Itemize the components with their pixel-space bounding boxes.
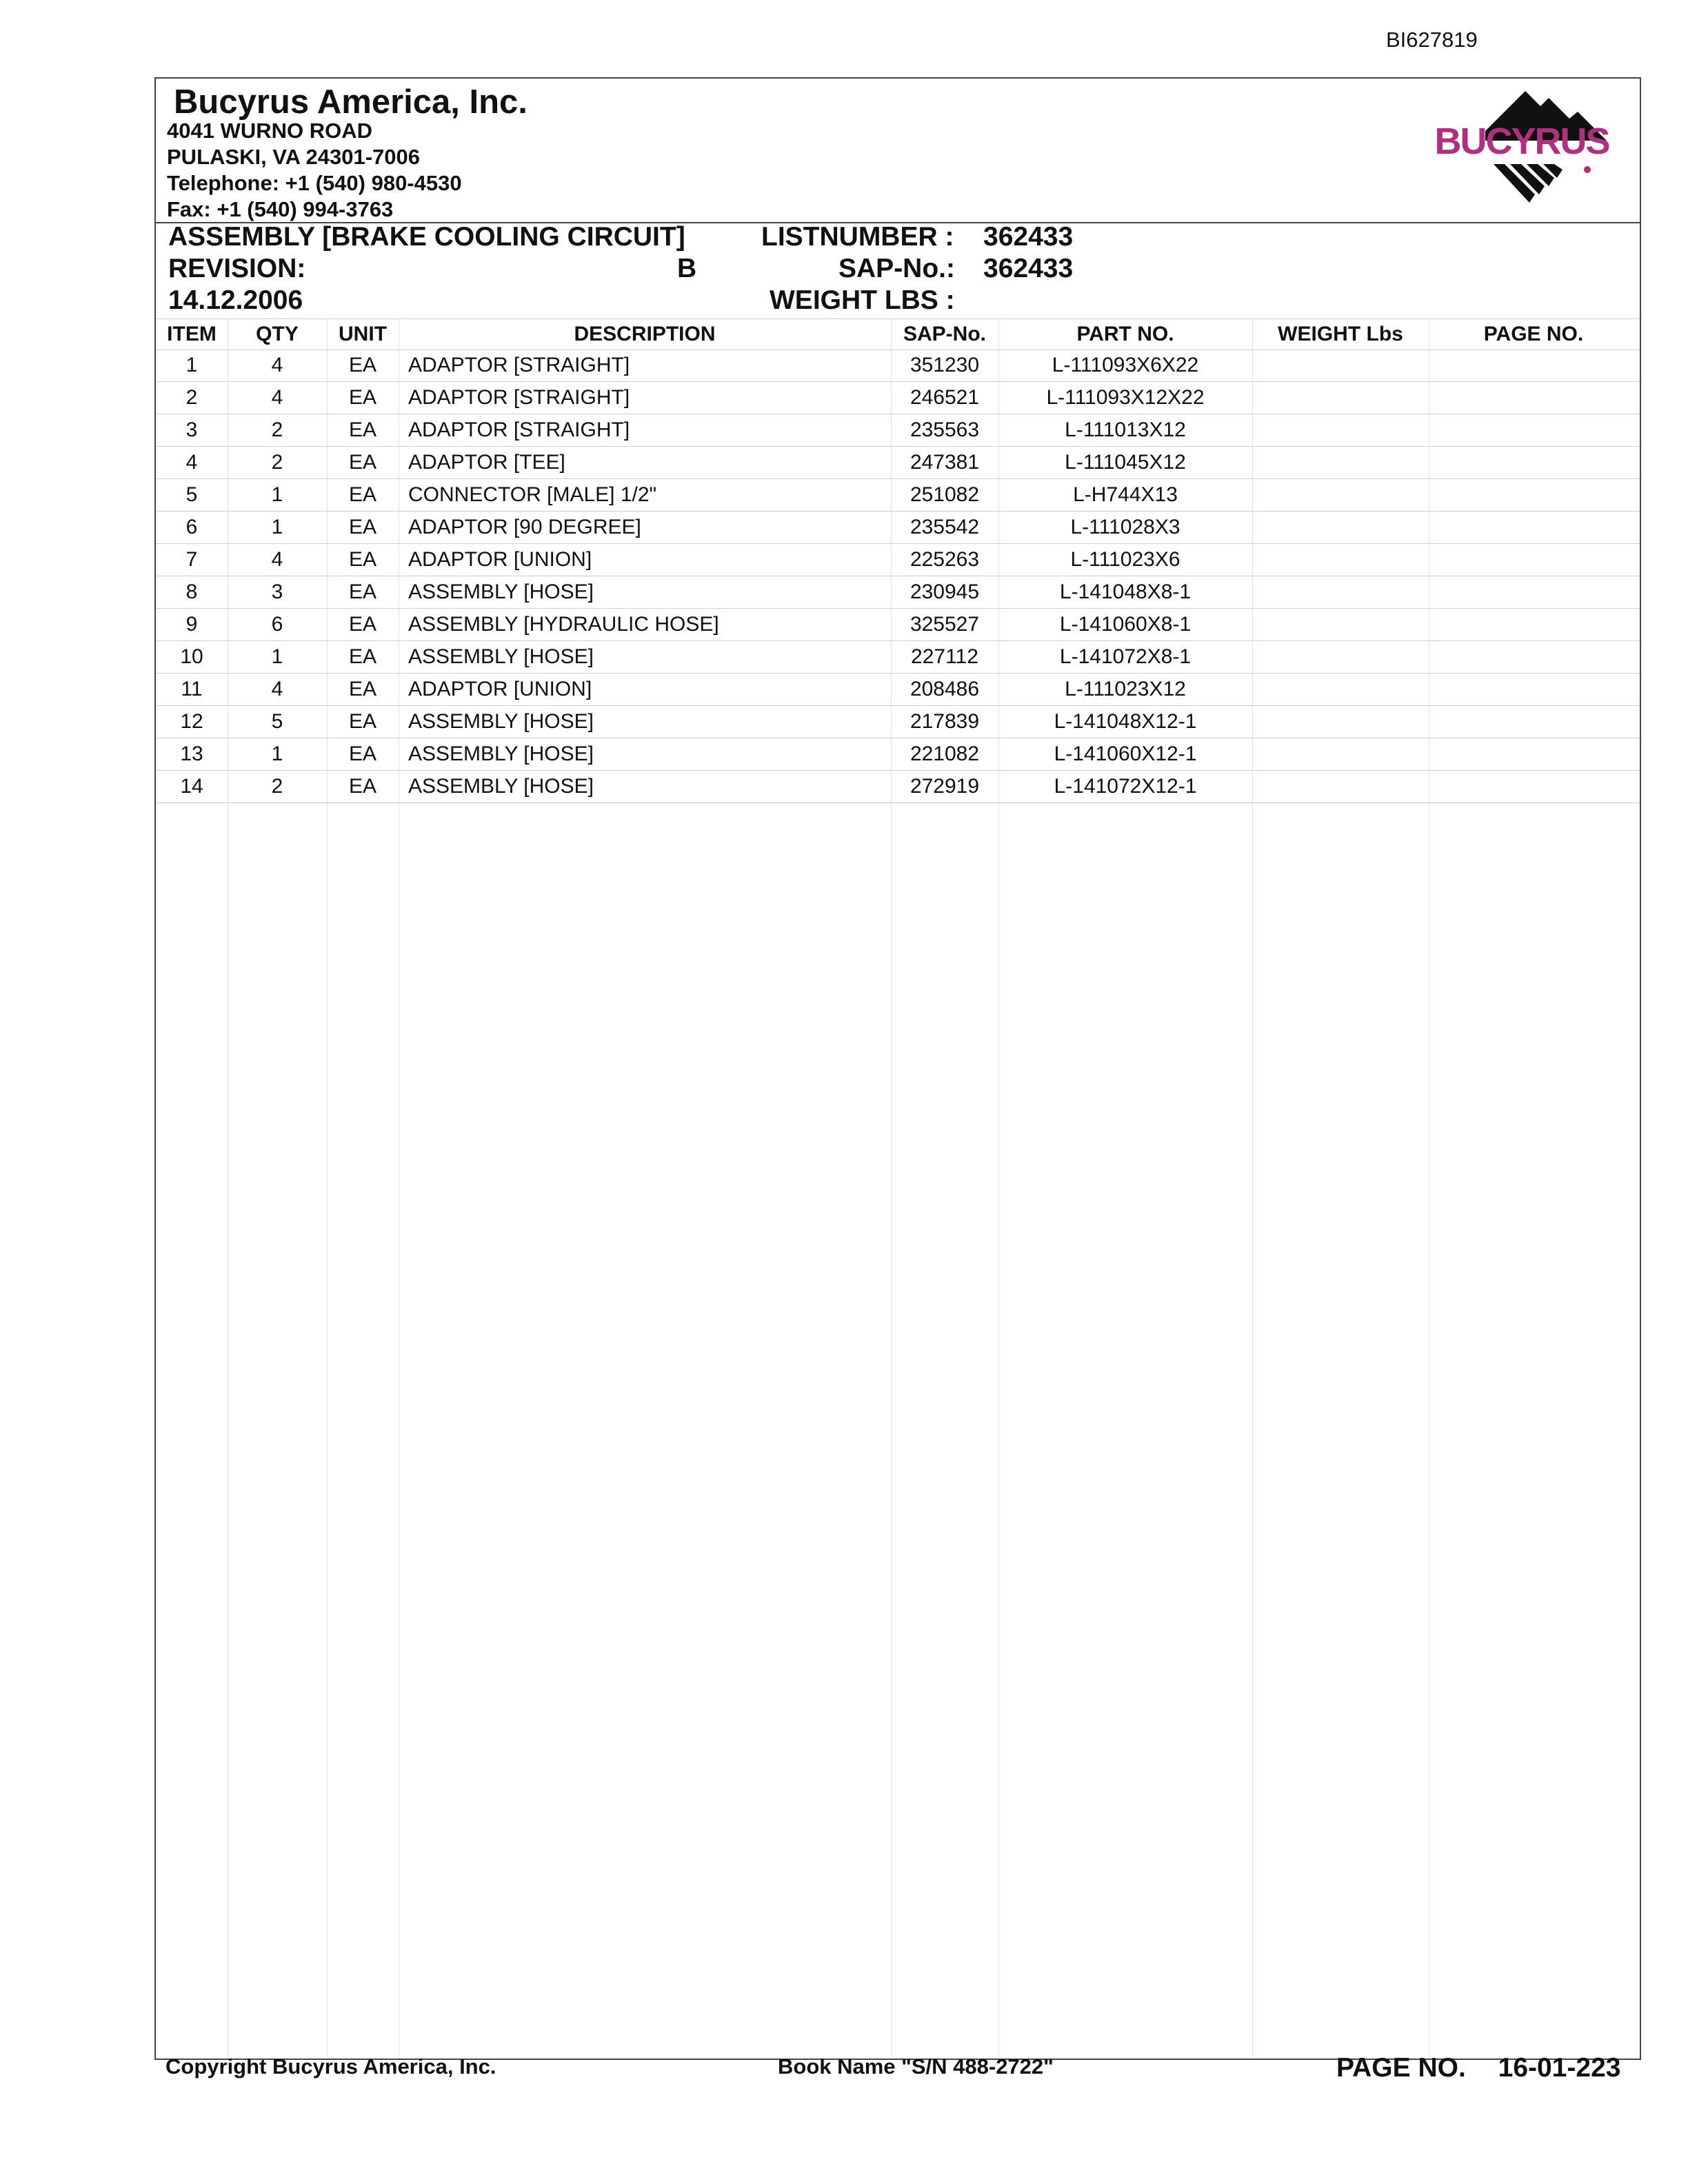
cell-qty: 5 (271, 710, 283, 733)
table-row (156, 673, 1640, 706)
cell-description: ADAPTOR [TEE] (408, 451, 565, 474)
cell-description: ASSEMBLY [HOSE] (408, 580, 594, 603)
header-sap-no: SAP-No. (903, 323, 986, 345)
bucyrus-logo (1422, 88, 1622, 216)
table-row (156, 738, 1640, 771)
cell-sap-no: 247381 (910, 451, 980, 474)
cell-unit: EA (348, 613, 377, 636)
cell-unit: EA (348, 451, 377, 474)
table-row (156, 446, 1640, 479)
sap-value: 362433 (983, 254, 1074, 283)
table-row (156, 543, 1640, 576)
header-description: DESCRIPTION (574, 323, 716, 345)
cell-sap-no: 251082 (910, 483, 980, 506)
cell-part-no: L-141048X8-1 (1059, 580, 1192, 603)
cell-item: 12 (180, 710, 203, 733)
table-row (156, 381, 1640, 414)
cell-sap-no: 325527 (910, 613, 980, 636)
logo-wordmark: BUCYRUS (1434, 121, 1609, 162)
cell-description: ADAPTOR [UNION] (408, 548, 592, 571)
cell-item: 2 (185, 386, 198, 409)
cell-qty: 3 (271, 580, 283, 603)
cell-sap-no: 217839 (910, 710, 980, 733)
cell-unit: EA (348, 775, 377, 798)
page-number (1336, 2053, 1620, 2083)
table-row (156, 608, 1640, 641)
cell-item: 9 (185, 613, 198, 636)
page-number-label: PAGE NO. (1336, 2053, 1466, 2083)
table-row (156, 576, 1640, 609)
revision-value: B (677, 254, 697, 283)
company-address-line1: 4041 WURNO ROAD (167, 119, 372, 143)
cell-description: ASSEMBLY [HOSE] (408, 710, 594, 733)
cell-item: 7 (185, 548, 198, 571)
cell-sap-no: 235563 (910, 418, 980, 441)
cell-item: 8 (185, 580, 198, 603)
cell-part-no: L-141048X12-1 (1054, 710, 1197, 733)
cell-item: 6 (185, 516, 198, 538)
header-item: ITEM (167, 323, 217, 345)
cell-qty: 2 (271, 451, 283, 474)
table-row (156, 478, 1640, 512)
company-header (156, 79, 1640, 223)
cell-item: 1 (185, 354, 198, 376)
cell-part-no: L-141060X12-1 (1054, 742, 1197, 765)
cell-part-no: L-111013X12 (1065, 418, 1186, 441)
cell-description: ASSEMBLY [HOSE] (408, 742, 594, 765)
cell-item: 5 (185, 483, 198, 506)
table-row (156, 349, 1640, 382)
document-id: BI627819 (1386, 28, 1478, 52)
cell-unit: EA (348, 742, 377, 765)
cell-description: ASSEMBLY [HYDRAULIC HOSE] (408, 613, 719, 636)
parts-table (156, 318, 1640, 2057)
cell-part-no: L-111093X6X22 (1052, 354, 1199, 376)
cell-unit: EA (348, 354, 377, 376)
header-qty: QTY (256, 323, 299, 345)
cell-part-no: L-111028X3 (1070, 516, 1180, 538)
cell-item: 11 (181, 678, 203, 700)
cell-item: 14 (180, 775, 203, 798)
cell-unit: EA (348, 645, 377, 668)
cell-part-no: L-111023X6 (1070, 548, 1180, 571)
cell-sap-no: 227112 (911, 645, 978, 668)
cell-unit: EA (348, 418, 377, 441)
cell-sap-no: 246521 (910, 386, 980, 409)
table-row (156, 705, 1640, 738)
cell-qty: 4 (271, 678, 283, 700)
cell-qty: 4 (271, 354, 283, 376)
cell-unit: EA (348, 483, 377, 506)
header-part-no: PART NO. (1076, 323, 1174, 345)
cell-sap-no: 235542 (910, 516, 980, 538)
cell-part-no: L-141060X8-1 (1059, 613, 1192, 636)
listnumber-value: 362433 (983, 222, 1074, 252)
cell-sap-no: 351230 (910, 354, 980, 376)
cell-sap-no: 225263 (910, 548, 980, 571)
cell-qty: 1 (271, 742, 283, 765)
table-row (156, 770, 1640, 803)
page-number-value: 16-01-223 (1498, 2053, 1621, 2083)
table-row (156, 640, 1640, 674)
table-header-row (156, 318, 1640, 350)
cell-part-no: L-141072X8-1 (1059, 645, 1192, 668)
header-weight: WEIGHT Lbs (1278, 323, 1403, 345)
company-name: Bucyrus America, Inc. (174, 83, 528, 121)
cell-description: ADAPTOR [STRAIGHT] (408, 418, 630, 441)
cell-sap-no: 230945 (910, 580, 980, 603)
book-name: Book Name "S/N 488-2722" (778, 2054, 1054, 2079)
cell-item: 13 (180, 742, 203, 765)
cell-qty: 1 (271, 645, 283, 668)
header-unit: UNIT (339, 323, 387, 345)
company-telephone: Telephone: +1 (540) 980-4530 (167, 171, 462, 195)
cell-qty: 6 (271, 613, 283, 636)
cell-item: 10 (180, 645, 203, 668)
cell-unit: EA (348, 678, 377, 700)
cell-qty: 1 (271, 483, 283, 506)
header-page-no: PAGE NO. (1483, 323, 1584, 345)
cell-description: ASSEMBLY [HOSE] (408, 645, 594, 668)
cell-unit: EA (348, 386, 377, 409)
cell-description: ADAPTOR [STRAIGHT] (408, 354, 630, 376)
weight-label: WEIGHT LBS : (770, 285, 955, 315)
cell-qty: 4 (271, 548, 283, 571)
parts-list-frame (154, 77, 1641, 2060)
cell-unit: EA (348, 710, 377, 733)
cell-description: ASSEMBLY [HOSE] (408, 775, 594, 798)
cell-qty: 4 (271, 386, 283, 409)
cell-part-no: L-H744X13 (1073, 483, 1178, 506)
copyright-notice: Copyright Bucyrus America, Inc. (165, 2054, 496, 2079)
cell-description: ADAPTOR [UNION] (408, 678, 592, 700)
cell-qty: 1 (271, 516, 283, 538)
revision-label: REVISION: (168, 254, 306, 283)
cell-description: ADAPTOR [90 DEGREE] (408, 516, 641, 538)
cell-unit: EA (348, 516, 377, 538)
cell-item: 4 (185, 451, 198, 474)
cell-part-no: L-141072X12-1 (1054, 775, 1197, 798)
revision-date: 14.12.2006 (168, 285, 303, 315)
cell-part-no: L-111023X12 (1065, 678, 1186, 700)
company-address-line2: PULASKI, VA 24301-7006 (167, 145, 421, 169)
cell-qty: 2 (271, 775, 283, 798)
cell-unit: EA (348, 580, 377, 603)
cell-sap-no: 208486 (910, 678, 980, 700)
cell-sap-no: 272919 (910, 775, 980, 798)
cell-qty: 2 (271, 418, 283, 441)
cell-part-no: L-111045X12 (1065, 451, 1186, 474)
assembly-title: ASSEMBLY [BRAKE COOLING CIRCUIT] (168, 222, 685, 252)
listnumber-label: LISTNUMBER : (761, 222, 954, 252)
table-row (156, 511, 1640, 544)
cell-unit: EA (348, 548, 377, 571)
company-fax: Fax: +1 (540) 994-3763 (167, 197, 394, 221)
cell-description: ADAPTOR [STRAIGHT] (408, 386, 630, 409)
cell-description: CONNECTOR [MALE] 1/2" (408, 483, 657, 506)
table-row (156, 414, 1640, 447)
cell-sap-no: 221082 (910, 742, 980, 765)
cell-item: 3 (185, 418, 198, 441)
cell-part-no: L-111093X12X22 (1046, 386, 1205, 409)
sap-label: SAP-No.: (838, 254, 955, 283)
